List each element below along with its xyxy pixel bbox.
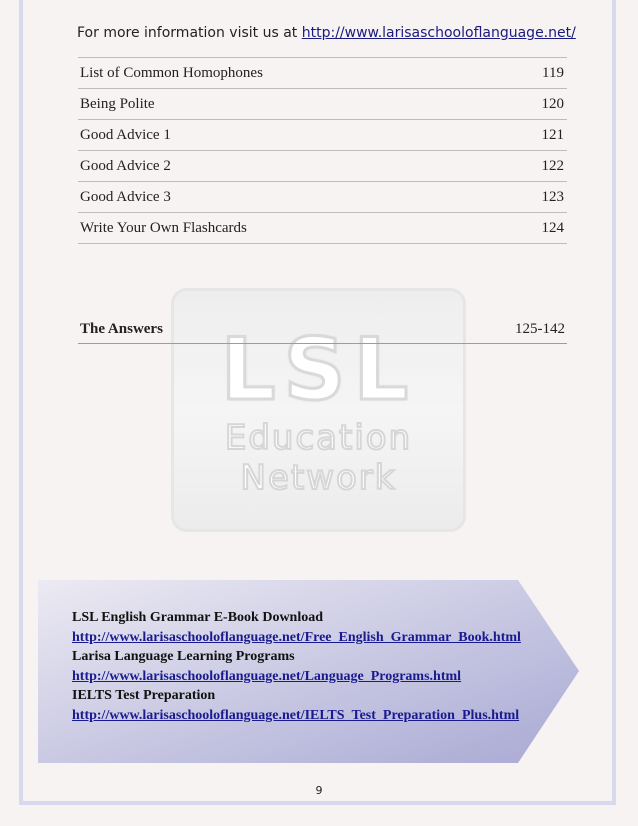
toc-row[interactable] [78, 58, 567, 89]
watermark-education-text: Education [224, 418, 413, 458]
table-of-contents [78, 57, 567, 244]
toc-row[interactable] [78, 182, 567, 213]
watermark-network-text: Network [240, 458, 397, 498]
toc-row[interactable] [78, 120, 567, 151]
banner-label-ielts: IELTS Test Preparation [72, 688, 216, 703]
toc-page: 122 [541, 157, 564, 174]
toc-row[interactable] [78, 213, 567, 244]
toc-title: Write Your Own Flashcards [80, 219, 247, 236]
banner-link-programs[interactable]: http://www.larisaschooloflanguage.net/Language_Programs.html [72, 668, 462, 684]
toc-page: 120 [541, 95, 564, 112]
toc-title: Good Advice 2 [80, 157, 171, 174]
toc-title: List of Common Homophones [80, 64, 263, 81]
banner-label-programs: Larisa Language Learning Programs [72, 649, 295, 664]
toc-title: Good Advice 3 [80, 188, 171, 205]
answers-pages: 125-142 [515, 320, 565, 337]
banner-links [72, 608, 521, 725]
toc-page: 124 [541, 219, 564, 236]
toc-page: 121 [541, 126, 564, 143]
toc-page: 123 [541, 188, 564, 205]
toc-row[interactable] [78, 151, 567, 182]
watermark-lsl-text: LSL [220, 320, 417, 420]
toc-title: Good Advice 1 [80, 126, 171, 143]
toc-answers-row[interactable] [78, 315, 567, 344]
header-prefix: For more information visit us at [77, 25, 302, 41]
toc-title: Being Polite [80, 95, 155, 112]
header-info-line [77, 25, 577, 41]
answers-title: The Answers [80, 320, 163, 337]
promo-banner [38, 580, 579, 763]
banner-link-grammar[interactable]: http://www.larisaschooloflanguage.net/Free_English_Grammar_Book.html [72, 629, 521, 645]
toc-page: 119 [542, 64, 564, 81]
header-website-link[interactable]: http://www.larisaschooloflanguage.net/ [301, 25, 576, 41]
page-number: 9 [315, 784, 323, 797]
banner-link-ielts[interactable]: http://www.larisaschooloflanguage.net/IELTS_Test_Preparation_Plus.html [72, 707, 520, 723]
banner-label-grammar: LSL English Grammar E-Book Download [72, 610, 324, 625]
toc-row[interactable] [78, 89, 567, 120]
